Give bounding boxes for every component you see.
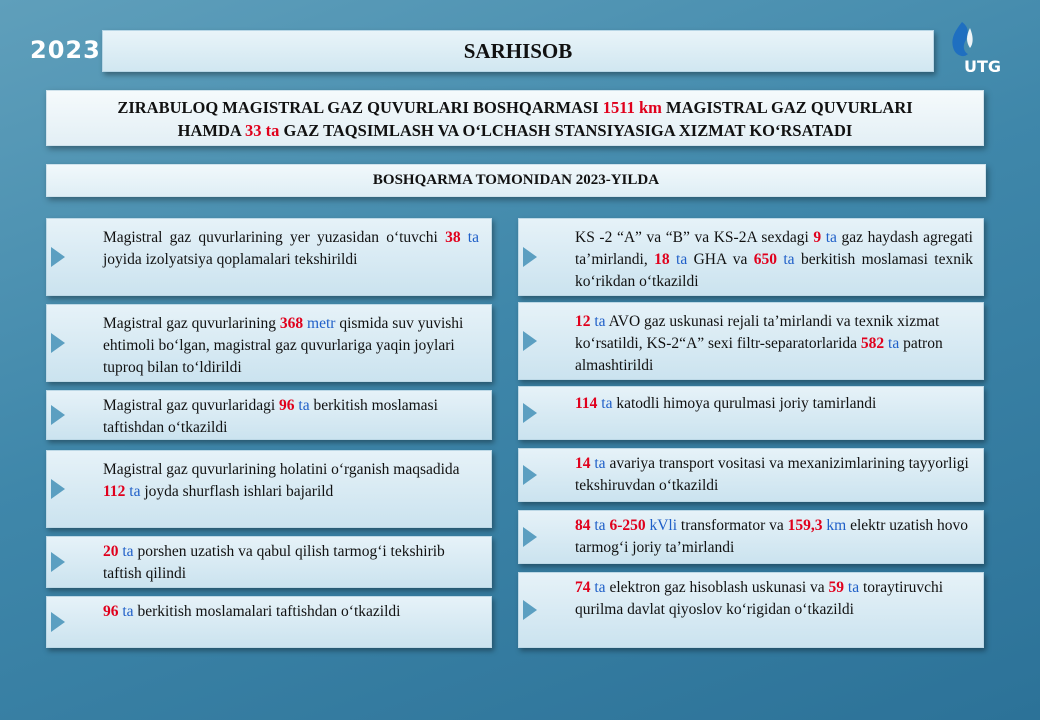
right-card-text: 14 ta avariya transport vositasi va mexanizimlarining tayyorligi tekshiruvdan o‘tkazildi xyxy=(575,455,969,494)
arrow-bullet-icon xyxy=(523,403,537,423)
section-subheader: BOSHQARMA TOMONIDAN 2023-YILDA xyxy=(46,164,986,197)
left-card-2 xyxy=(46,304,492,382)
arrow-bullet-icon xyxy=(523,465,537,485)
arrow-bullet-icon xyxy=(51,612,65,632)
left-card-3 xyxy=(46,390,492,440)
right-card-text: 114 ta katodli himoya qurulmasi joriy tamirlandi xyxy=(575,395,877,412)
left-card-text: 20 ta porshen uzatish va qabul qilish tarmog‘i tekshirib taftish qilindi xyxy=(103,543,445,582)
arrow-bullet-icon xyxy=(523,331,537,351)
left-card-text: Magistral gaz quvurlarining yer yuzasidan o‘tuvchi 38 ta joyida izolyatsiya qoplamalari tekshirildi xyxy=(103,229,479,268)
right-card-text: 12 ta AVO gaz uskunasi rejali ta’mirlandi va texnik xizmat ko‘rsatildi, KS-2“A” sexi filtr-separatorlarida 582 ta patron almashtirildi xyxy=(575,313,943,374)
right-card-5 xyxy=(518,510,984,564)
banner-line-2: HAMDA 33 ta GAZ TAQSIMLASH VA O‘LCHASH STANSIYASIGA XIZMAT KO‘RSATADI xyxy=(177,121,853,140)
arrow-bullet-icon xyxy=(51,479,65,499)
utg-logo xyxy=(940,18,1012,76)
left-card-6 xyxy=(46,596,492,648)
left-card-4 xyxy=(46,450,492,528)
summary-banner xyxy=(46,90,984,146)
year-label: 2023 xyxy=(30,36,101,64)
right-card-3 xyxy=(518,386,984,440)
banner-line-1: ZIRABULOQ MAGISTRAL GAZ QUVURLARI BOSHQARMASI 1511 km MAGISTRAL GAZ QUVURLARI xyxy=(117,98,913,117)
right-card-text: 74 ta elektron gaz hisoblash uskunasi va 59 ta toraytiruvchi qurilma davlat qiyoslov ko‘rigidan o‘tkazildi xyxy=(575,579,944,618)
right-card-6 xyxy=(518,572,984,648)
pipeline-length: 1511 km xyxy=(602,98,662,117)
arrow-bullet-icon xyxy=(523,247,537,267)
page-title: SARHISOB xyxy=(102,30,934,72)
arrow-bullet-icon xyxy=(523,600,537,620)
arrow-bullet-icon xyxy=(51,333,65,353)
left-card-text: Magistral gaz quvurlarining 368 metr qismida suv yuvishi ehtimoli bo‘lgan, magistral gaz quvurlariga yaqin joylari tuproq bilan to‘ldirildi xyxy=(103,315,464,376)
station-count: 33 ta xyxy=(245,121,280,140)
arrow-bullet-icon xyxy=(51,552,65,572)
arrow-bullet-icon xyxy=(523,527,537,547)
left-card-1 xyxy=(46,218,492,296)
flame-logo-icon xyxy=(940,18,1012,76)
logo-text: UTG xyxy=(964,57,1002,76)
right-card-4 xyxy=(518,448,984,502)
right-card-text: KS -2 “A” va “B” va KS-2A sexdagi 9 ta gaz haydash agregati ta’mirlandi, 18 ta GHA va 650 ta berkitish moslamasi texnik ko‘rikdan o‘tkazildi xyxy=(575,229,974,290)
left-card-text: Magistral gaz quvurlaridagi 96 ta berkitish moslamasi taftishdan o‘tkazildi xyxy=(103,397,438,436)
left-card-5 xyxy=(46,536,492,588)
right-card-2 xyxy=(518,302,984,380)
right-card-text: 84 ta 6-250 kVli transformator va 159,3 km elektr uzatish hovo tarmog‘i joriy ta’mirlandi xyxy=(575,517,969,556)
right-card-1 xyxy=(518,218,984,296)
left-card-text: Magistral gaz quvurlarining holatini o‘rganish maqsadida 112 ta joyda shurflash ishlari bajarild xyxy=(103,461,460,500)
arrow-bullet-icon xyxy=(51,405,65,425)
left-card-text: 96 ta berkitish moslamalari taftishdan o‘tkazildi xyxy=(103,603,401,620)
arrow-bullet-icon xyxy=(51,247,65,267)
